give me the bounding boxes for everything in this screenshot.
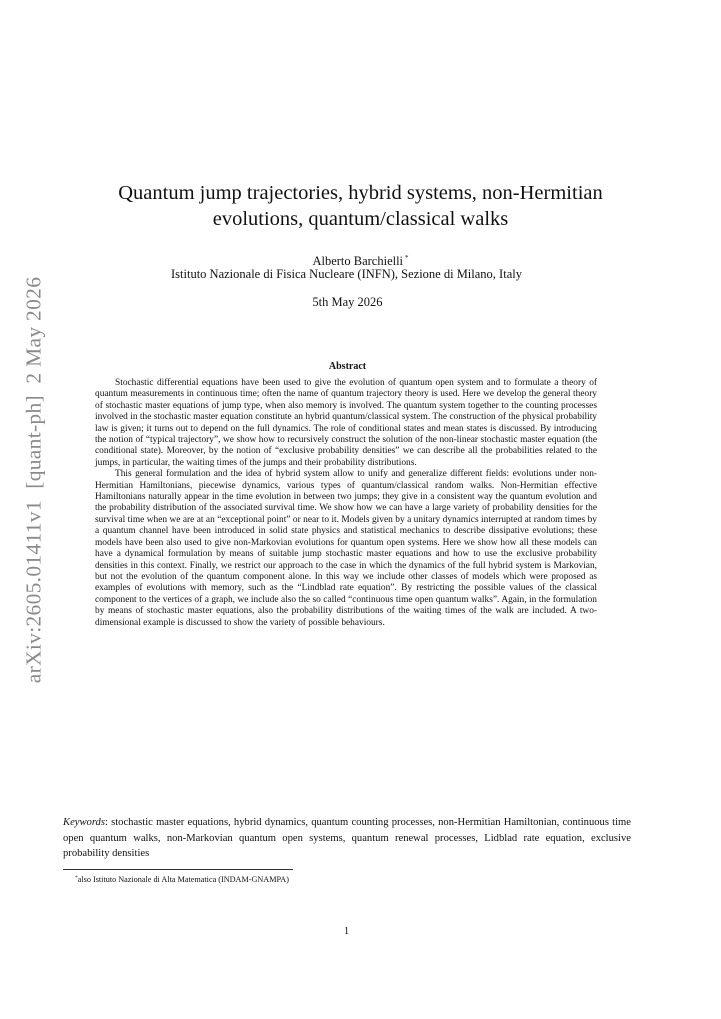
- abstract-heading: Abstract: [328, 361, 367, 372]
- footnote: [63, 873, 635, 885]
- abstract-paragraph-2: This general formulation and the idea of hybrid system allow to unify and generalize different fields: evolutions under non-Hermitian Hamiltonians, piecewise dynamics, various types of quantum/classical random walks. Non-Hermitian effective Hamiltonians naturally appear in the time evolution in between two jumps; they give in a consistent way the quantum evolution and the probability distribution of the associated survival time. We show how we can have a large variety of probability densities for the survival time when we are at an “exceptional point” or near to it. Models given by a unitary dynamics interrupted at random times by a quantum channel have been introduced in solid state physics and statistical mechanics to describe dissipative evolutions; these models have been also used to give non-Markovian evolutions for quantum open systems. Here we show how all these models can have a dynamical formulation by means of suitable jump stochastic master equations and how to use the exclusive probability densities in this context. Finally, we restrict our approach to the case in which the dynamics of the full hybrid system is Markovian, but not the evolution of the quantum component alone. In this way we include other classes of models which were proposed as examples of evolutions with memory, such as the “Lindblad rate equation”. By restricting the possible values of the classical component to the vertices of a graph, we include also the so called “continuous time open quantum walks”. Again, in the formulation by means of stochastic master equations, also the probability distributions of the waiting times of the walk are included. A two-dimensional example is discussed to show the variety of possible behaviours.: [95, 469, 597, 628]
- keywords-label: Keywords: [63, 817, 105, 828]
- arxiv-identifier-stamp: arXiv:2605.01411v1 [quant-ph] 2 May 2026: [21, 276, 46, 684]
- footnote-text: also Istituto Nazionale di Alta Matematica (INDAM-GNAMPA): [77, 875, 289, 884]
- paper-title: [0, 180, 721, 232]
- paper-title-line-2: evolutions, quantum/classical walks: [212, 208, 509, 230]
- page-number: 1: [343, 926, 350, 937]
- author-footnote-marker: *: [405, 254, 409, 262]
- keywords-text: : stochastic master equations, hybrid dynamics, quantum counting processes, non-Hermitian Hamiltonian, continuous time open quantum walks, non-Markovian quantum open systems, quantum renewal processes, Lidblad rate equation, exclusive probability densities: [63, 817, 631, 859]
- author-affiliation: Istituto Nazionale di Fisica Nucleare (INFN), Sezione di Milano, Italy: [171, 267, 522, 281]
- paper-title-line-1: Quantum jump trajectories, hybrid systems, non-Hermitian: [118, 182, 603, 204]
- keywords-section: [63, 815, 631, 862]
- paper-date: 5th May 2026: [312, 295, 383, 309]
- footnote-marker: *: [75, 875, 78, 881]
- abstract-body: [95, 378, 597, 629]
- abstract-paragraph-1: Stochastic differential equations have been used to give the evolution of quantum open system and to formulate a theory of quantum measurements in continuous time; often the name of quantum trajectory theory is used. Here we develop the general theory of stochastic master equations of jump type, when also memory is involved. The quantum system together to the counting processes involved in the stochastic master equation constitute an hybrid quantum/classical system. The construction of the physical probability law is given; it turns out to depend on the full dynamics. The role of conditional states and mean states is discussed. By introducing the notion of “typical trajectory”, we show how to recursively construct the solution of the non-linear stochastic master equation (the conditional state). Moreover, by the notion of “exclusive probability densities” we can describe all the probabilities related to the jumps, in particular, the waiting times of the jumps and their probability distributions.: [95, 378, 597, 468]
- author-name: Alberto Barchielli: [312, 254, 404, 268]
- footnote-divider: [63, 869, 293, 870]
